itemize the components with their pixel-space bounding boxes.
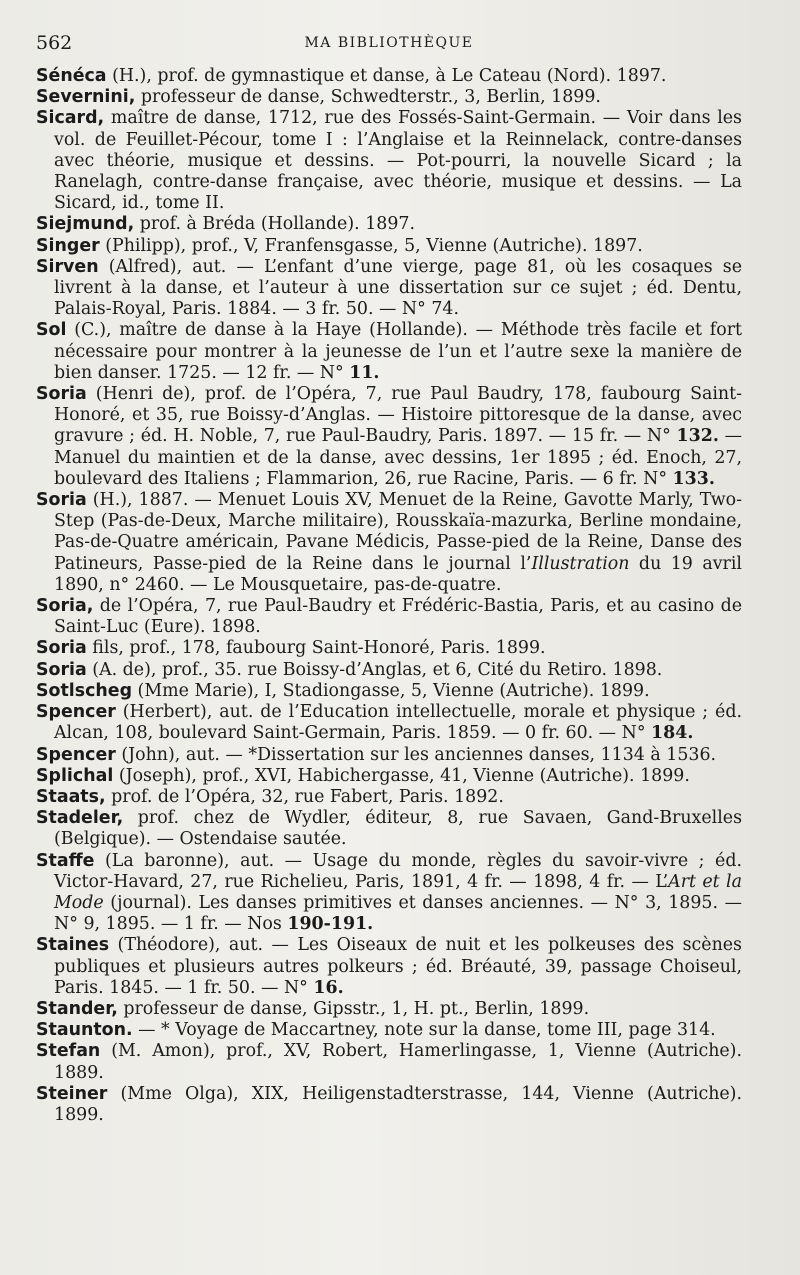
- entry-text: maître de danse, 1712, rue des Fossés-Saint-Germain. — Voir dans les vol. de Feuillet-Pécour, tome I : l’Anglaise et la Reinnelack, contre-danses avec théorie, musique et dessins. — Pot-pourri, la nouvelle Sicard ; la Ranelagh, contre-danse française, avec théorie, musique et dessins. — La Sicard, id., tome II.: [54, 108, 742, 214]
- entry-text: (C.), maître de danse à la Haye (Hollande). — Méthode très facile et fort nécessaire pour montrer à la jeunesse de l’un et l’autre sexe la manière de bien danser. 1725. — 12 fr. — N°: [54, 320, 742, 383]
- entry-name: Staffe: [36, 850, 95, 871]
- bibliography-entry: [36, 851, 742, 936]
- bibliography-entry: [36, 702, 742, 744]
- entry-text: (H.), 1887. — Menuet Louis XV, Menuet de la Reine, Gavotte Marly, Two-Step (Pas-de-Deux, Marche militaire), Rousskaïa-mazurka, Berline mondaine, Pas-de-Quatre américain, Pavane Médicis, Passe-pied de la Reine, Danse des Patineurs, Passe-pied de la Reine dans le journal l’: [54, 490, 742, 574]
- entry-name: Siejmund,: [36, 214, 135, 235]
- entry-list: [36, 66, 742, 1126]
- catalog-number: 11.: [349, 362, 380, 383]
- entry-text: (La baronne), aut. — Usage du monde, règles du savoir-vivre ; éd. Victor-Havard, 27, rue Richelieu, Paris, 1891, 4 fr. — 1898, 4 fr. — L’: [54, 850, 742, 892]
- entry-name: Staats,: [36, 786, 106, 807]
- entry-text: professeur de danse, Schwedterstr., 3, Berlin, 1899.: [135, 87, 601, 108]
- bibliography-entry: [36, 66, 742, 87]
- bibliography-entry: [36, 766, 742, 787]
- bibliography-entry: [36, 257, 742, 321]
- bibliography-entry: [36, 1020, 742, 1041]
- entry-name: Stander,: [36, 998, 118, 1019]
- entry-text: prof. chez de Wydler, éditeur, 8, rue Savaen, Gand-Bruxelles (Belgique). — Ostendaise sautée.: [54, 808, 742, 850]
- entry-name: Sotlscheg: [36, 680, 133, 701]
- entry-text: (Mme Olga), XIX, Heiligenstadterstrasse, 144, Vienne (Autriche). 1899.: [54, 1083, 742, 1125]
- entry-text: (A. de), prof., 35. rue Boissy-d’Anglas, et 6, Cité du Retiro. 1898.: [86, 659, 663, 680]
- catalog-number: 132.: [676, 426, 719, 447]
- page-header: [36, 30, 742, 56]
- bibliography-entry: [36, 935, 742, 999]
- catalog-number: 190-191.: [287, 914, 374, 935]
- entry-name: Soria: [36, 659, 87, 680]
- entry-text: (Alfred), aut. — L’enfant d’une vierge, page 81, où les cosaques se livrent à la danse, et l’auteur à une dissertation sur ce sujet ; éd. Dentu, Palais-Royal, Paris. 1884. — 3 fr. 50. — N° 74.: [54, 256, 742, 320]
- entry-name: Sirven: [36, 256, 99, 277]
- entry-name: Staines: [36, 935, 110, 956]
- entry-name: Soria: [36, 638, 87, 659]
- entry-name: Soria,: [36, 596, 94, 617]
- entry-text: (John), aut. — *Dissertation sur les anciennes danses, 1134 à 1536.: [115, 744, 717, 765]
- bibliography-entry: [36, 660, 742, 681]
- entry-text: — Manuel du maintien et de la danse, avec dessins, 1er 1895 ; éd. Enoch, 27, boulevard des Italiens ; Flammarion, 26, rue Racine, Paris. — 6 fr. N°: [54, 426, 742, 489]
- bibliography-entry: [36, 681, 742, 702]
- entry-name: Sicard,: [36, 108, 105, 129]
- entry-text: du 19 avril 1890, n° 2460. — Le Mousquetaire, pas-de-quatre.: [54, 553, 742, 595]
- entry-text: prof. à Bréda (Hollande). 1897.: [134, 214, 415, 235]
- bibliography-entry: [36, 320, 742, 384]
- bibliography-entry: [36, 87, 742, 108]
- bibliography-entry: [36, 999, 742, 1020]
- entry-name: Spencer: [36, 702, 116, 723]
- page-number: 562: [36, 32, 73, 54]
- entry-name: Sénéca: [36, 66, 107, 86]
- bibliography-entry: [36, 808, 742, 850]
- bibliography-entry: [36, 384, 742, 490]
- entry-text: de l’Opéra, 7, rue Paul-Baudry et Frédéric-Bastia, Paris, et au casino de Saint-Luc (Eure). 1898.: [54, 596, 742, 638]
- bibliography-entry: [36, 1041, 742, 1083]
- entry-text: — * Voyage de Maccartney, note sur la danse, tome III, page 314.: [132, 1020, 716, 1041]
- entry-text: (Herbert), aut. de l’Education intellectuelle, morale et physique ; éd. Alcan, 108, boulevard Saint-Germain, Paris. 1859. — 0 fr. 60. — N°: [54, 702, 742, 744]
- entry-text: fils, prof., 178, faubourg Saint-Honoré, Paris. 1899.: [86, 638, 546, 659]
- bibliography-entry: [36, 638, 742, 659]
- entry-name: Splichal: [36, 765, 114, 786]
- running-title: MA BIBLIOTHÈQUE: [304, 35, 474, 51]
- entry-name: Stefan: [36, 1041, 101, 1062]
- entry-name: Soria: [36, 384, 87, 405]
- entry-name: Spencer: [36, 744, 116, 765]
- entry-name: Sol: [36, 320, 67, 341]
- entry-text: prof. de l’Opéra, 32, rue Fabert, Paris. 1892.: [105, 786, 504, 807]
- entry-text: (Mme Marie), I, Stadiongasse, 5, Vienne (Autriche). 1899.: [132, 680, 650, 701]
- catalog-number: 16.: [313, 977, 344, 998]
- bibliography-entry: [36, 745, 742, 766]
- bibliography-entry: [36, 1084, 742, 1126]
- entry-text: (Henri de), prof. de l’Opéra, 7, rue Paul Baudry, 178, faubourg Saint-Honoré, et 35, rue Boissy-d’Anglas. — Histoire pittoresque de la danse, avec gravure ; éd. H. Noble, 7, rue Paul-Baudry, Paris. 1897. — 15 fr. — N°: [54, 384, 742, 447]
- bibliography-entry: [36, 596, 742, 638]
- entry-text: professeur de danse, Gipsstr., 1, H. pt., Berlin, 1899.: [117, 998, 590, 1019]
- entry-name: Singer: [36, 235, 100, 256]
- entry-name: Stadeler,: [36, 808, 124, 829]
- entry-title-italic: Illustration: [531, 553, 630, 574]
- entry-text: (Théodore), aut. — Les Oiseaux de nuit et les polkeuses des scènes publiques et plusieurs autres polkeurs ; éd. Bréauté, 39, passage Choiseul, Paris. 1845. — 1 fr. 50. — N°: [54, 935, 742, 998]
- bibliography-entry: [36, 108, 742, 214]
- entry-text: (journal). Les danses primitives et danses anciennes. — N° 3, 1895. — N° 9, 1895. — 1 fr. — Nos: [54, 892, 742, 935]
- bibliography-entry: [36, 787, 742, 808]
- entry-title-italic: Art et la Mode: [54, 871, 742, 913]
- catalog-number: 184.: [651, 723, 694, 744]
- bibliography-entry: [36, 214, 742, 235]
- entry-text: (Philipp), prof., V, Franfensgasse, 5, Vienne (Autriche). 1897.: [99, 235, 643, 256]
- entry-text: (M. Amon), prof., XV, Robert, Hamerlingasse, 1, Vienne (Autriche). 1889.: [54, 1041, 742, 1083]
- entry-name: Severnini,: [36, 87, 136, 108]
- entry-name: Steiner: [36, 1083, 108, 1104]
- bibliography-entry: [36, 236, 742, 257]
- catalog-number: 133.: [672, 468, 715, 489]
- entry-name: Staunton.: [36, 1020, 133, 1041]
- entry-text: (Joseph), prof., XVI, Habichergasse, 41, Vienne (Autriche). 1899.: [113, 765, 690, 786]
- bibliography-entry: [36, 490, 742, 596]
- entry-name: Soria: [36, 490, 87, 511]
- entry-text: (H.), prof. de gymnastique et danse, à Le Cateau (Nord). 1897.: [106, 66, 667, 86]
